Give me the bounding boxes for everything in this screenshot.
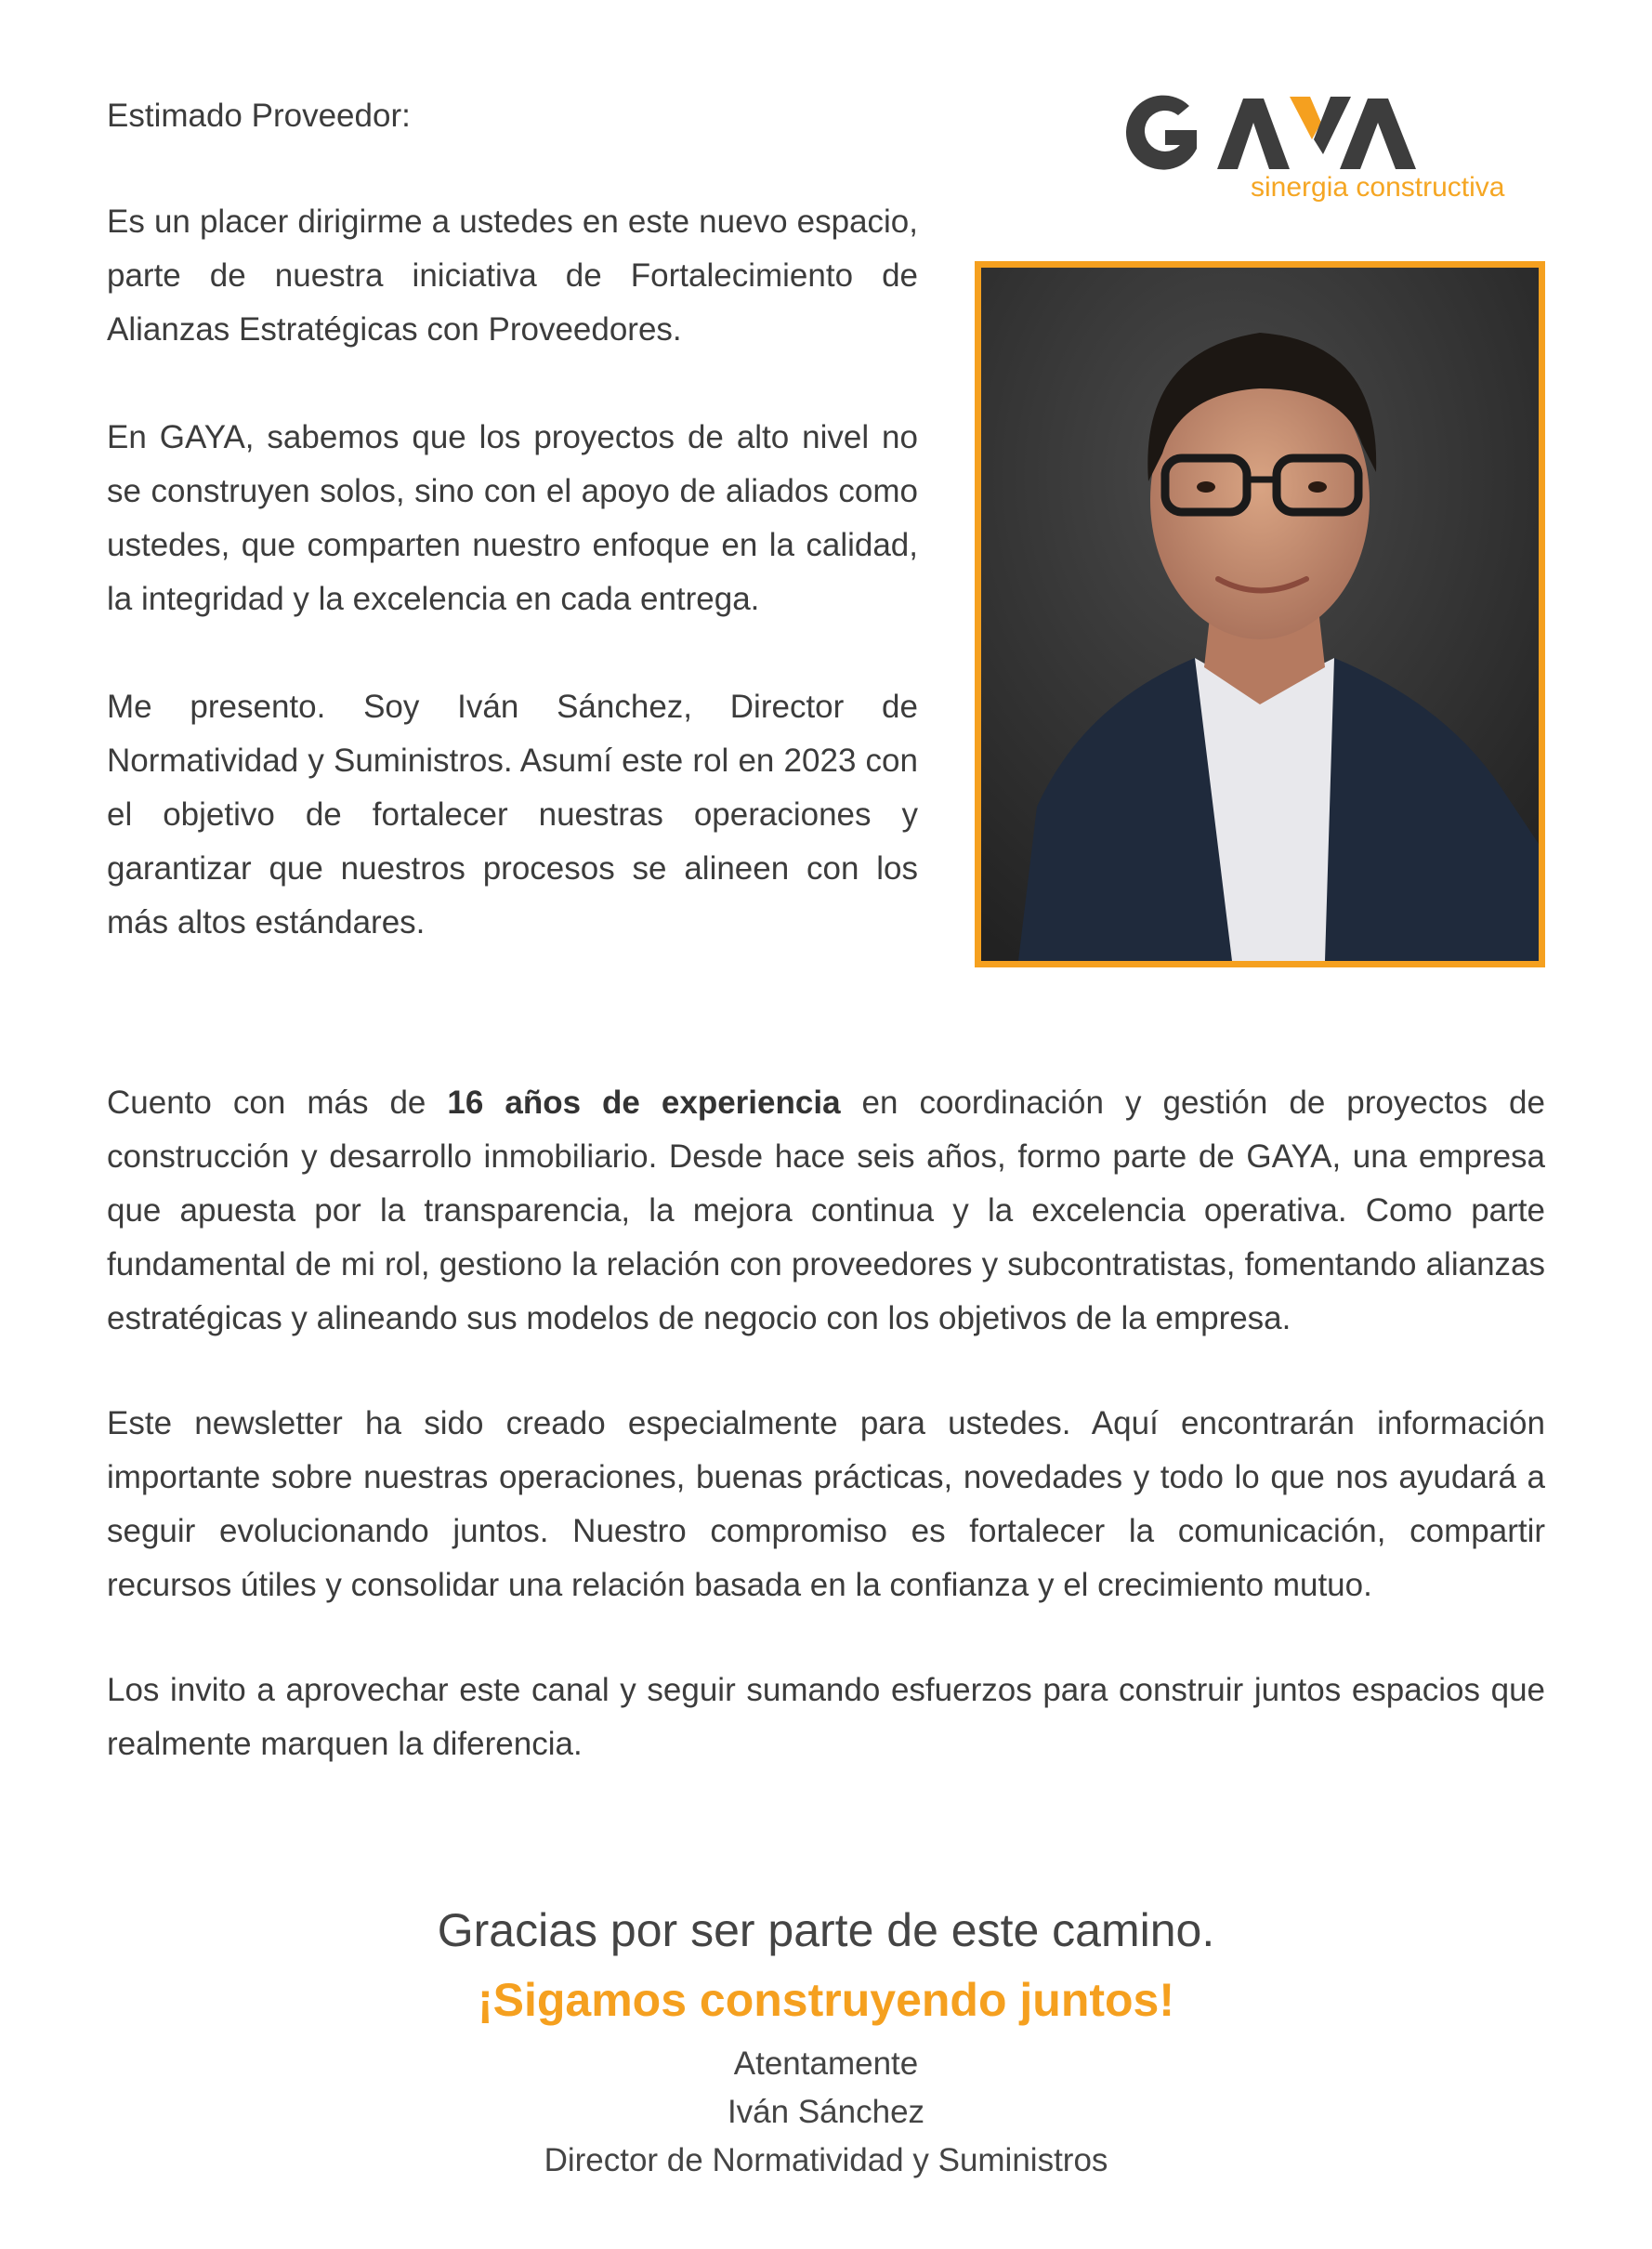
signature-title: Director de Normatividad y Suministros bbox=[544, 2142, 1108, 2178]
body-content bbox=[107, 1076, 1545, 1822]
body-paragraph: Este newsletter ha sido creado especialmente para ustedes. Aquí encontrarán información importante sobre nuestras operaciones, buenas prácticas, novedades y todo lo que nos ayudará a seguir evolucionando juntos. Nuestro compromiso es fortalecer la comunicación, compartir recursos útiles y consolidar una relación basada en la confianza y el crecimiento mutuo. bbox=[107, 1405, 1545, 1603]
signature-regards: Atentamente bbox=[733, 2045, 919, 2082]
director-portrait bbox=[975, 261, 1545, 967]
intro-paragraph: Me presento. Soy Iván Sánchez, Director de Normatividad y Suministros. Asumí este rol en 2023 con el objetivo de fortalecer nuestras operaciones y garantizar que nuestros procesos se alineen con los más altos estándares. bbox=[107, 689, 918, 940]
experience-highlight: 16 años de experiencia bbox=[447, 1085, 841, 1121]
signature-name: Iván Sánchez bbox=[727, 2094, 925, 2130]
logo-tagline: sinergia constructiva bbox=[1251, 172, 1505, 203]
experience-paragraph: Cuento con más de 16 años de experiencia en coordinación y gestión de proyectos de construcción y desarrollo inmobiliario. Desde hace seis años, formo parte de GAYA, una empresa que apuesta por la transparencia, la mejora continua y la excelencia operativa. Como parte fundamental de mi rol, gestiono la relación con proveedores y subcontratistas, fomentando alianzas estratégicas y alineando sus modelos de negocio con los objetivos de la empresa. bbox=[107, 1085, 1545, 1336]
body-paragraph: Los invito a aprovechar este canal y seguir sumando esfuerzos para construir juntos espacios que realmente marquen la diferencia. bbox=[107, 1672, 1545, 1762]
portrait-image bbox=[981, 268, 1539, 961]
greeting: Estimado Proveedor: bbox=[107, 98, 411, 134]
slogan: ¡Sigamos construyendo juntos! bbox=[477, 1974, 1175, 2026]
gaya-logo bbox=[1124, 85, 1514, 211]
intro-column bbox=[107, 195, 918, 1004]
gaya-wordmark bbox=[1124, 85, 1459, 178]
thanks-line: Gracias por ser parte de este camino. bbox=[437, 1904, 1215, 1956]
intro-paragraph: Es un placer dirigirme a ustedes en este nuevo espacio, parte de nuestra iniciativa de Fortalecimiento de Alianzas Estratégicas con Proveedores. bbox=[107, 204, 918, 348]
intro-paragraph: En GAYA, sabemos que los proyectos de alto nivel no se construyen solos, sino con el apoyo de aliados como ustedes, que comparten nuestro enfoque en la calidad, la integridad y la excelencia en cada entrega. bbox=[107, 419, 918, 617]
